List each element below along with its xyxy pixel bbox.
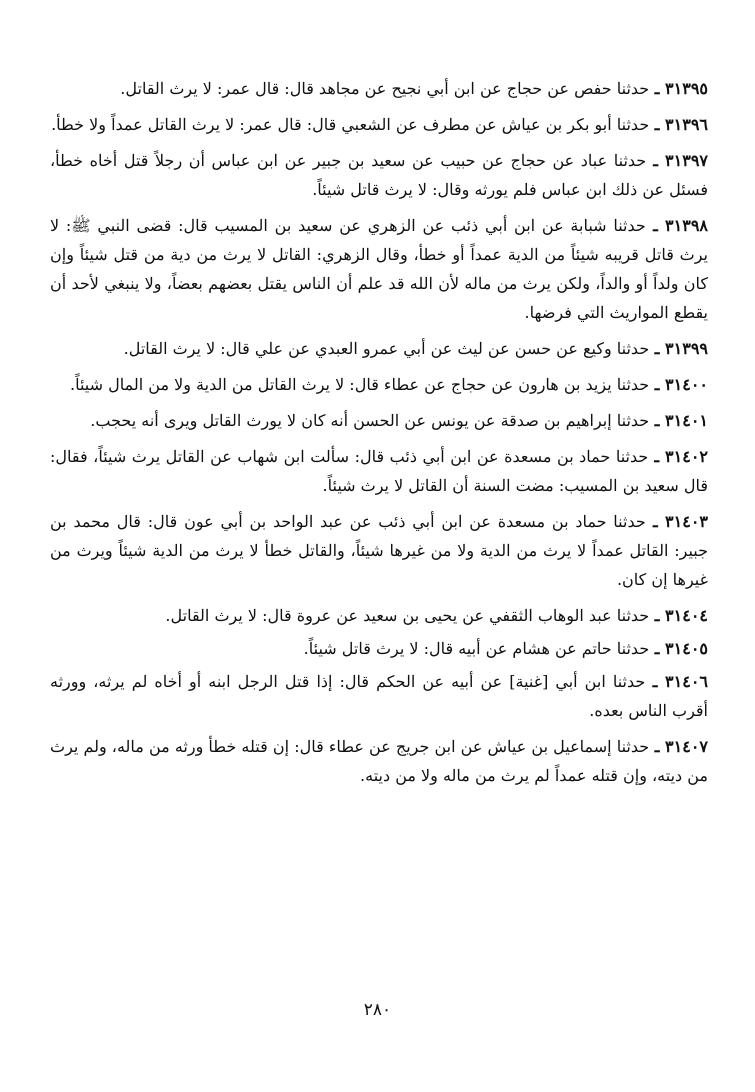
hadith-entry-31406: [50, 667, 708, 725]
hadith-entry-31407: [50, 732, 708, 790]
hadith-text: حدثنا إبراهيم بن صدقة عن يونس عن الحسن أنه كان لا يورث القاتل ويرى أنه يحجب.: [90, 411, 650, 430]
hadith-text: حدثنا عباد عن حجاج عن حبيب عن سعيد بن جبير عن ابن عباس أن رجلاً قتل أخاه خطأ، فسئل عن ذلك ابن عباس فلم يورثه وقال: لا يرث قاتل شيئاً.: [50, 151, 708, 199]
hadith-entry-31399: [50, 334, 708, 363]
hadith-entry-31397: [50, 146, 708, 204]
hadith-text: حدثنا إسماعيل بن عياش عن ابن جريج عن عطاء قال: إن قتله خطأ ورثه من ماله، ولم يرث من ديته، وإن قتله عمداً لم يرث من ماله ولا من ديته.: [50, 737, 708, 785]
separator: ـ: [649, 606, 666, 625]
hadith-entry-31396: [50, 110, 708, 139]
hadith-number: ٣١٤٠٢: [665, 447, 709, 466]
hadith-text: حدثنا عبد الوهاب الثقفي عن يحيى بن سعيد عن عروة قال: لا يرث القاتل.: [165, 606, 650, 625]
separator: ـ: [645, 672, 666, 691]
hadith-entry-31402: [50, 442, 708, 500]
hadith-number: ٣١٤٠٣: [665, 512, 709, 531]
hadith-number: ٣١٣٩٨: [665, 216, 708, 235]
hadith-number: ٣١٣٩٧: [665, 151, 709, 170]
hadith-entry-31398: [50, 211, 708, 327]
hadith-number: ٣١٤٠٦: [665, 672, 709, 691]
hadith-entry-31400: [50, 370, 708, 399]
hadith-entry-31404: [50, 601, 708, 630]
hadith-number: ٣١٤٠٥: [665, 639, 708, 658]
hadith-number: ٣١٤٠٠: [665, 375, 708, 394]
hadith-text: حدثنا شبابة عن ابن أبي ذئب عن الزهري عن سعيد بن المسيب قال: قضى النبي ﷺ: لا يرث قاتل قريبه شيئاً من الدية عمداً أو خطأ، وقال الزهري: القاتل لا يرث من دية من قتل شيئاً وإن كان ولداً أو والداً، ولكن يرث من ماله لأن الله قد علم أن الناس يقتل بعضهم بعضاً، ولا ينبغي لأحد أن يقطع المواريث التي فرضها.: [50, 216, 708, 322]
hadith-number: ٣١٤٠٤: [665, 606, 708, 625]
hadith-number: ٣١٣٩٥: [665, 79, 708, 98]
separator: ـ: [649, 411, 666, 430]
hadith-entry-31403: [50, 507, 708, 594]
hadith-number: ٣١٣٩٩: [665, 339, 708, 358]
hadith-number: ٣١٣٩٦: [665, 115, 708, 134]
hadith-entry-31395: [50, 74, 708, 103]
separator: ـ: [649, 639, 666, 658]
hadith-text: حدثنا حماد بن مسعدة عن ابن أبي ذئب قال: سألت ابن شهاب عن القاتل يرث شيئاً، فقال: قال سعيد بن المسيب: مضت السنة أن القاتل لا يرث شيئاً.: [50, 447, 708, 495]
separator: ـ: [645, 512, 666, 531]
hadith-text: حدثنا حفص عن حجاج عن ابن أبي نجيح عن مجاهد قال: قال عمر: لا يرث القاتل.: [120, 79, 650, 98]
separator: ـ: [649, 115, 666, 134]
separator: ـ: [649, 375, 666, 394]
hadith-text: حدثنا وكيع عن حسن عن ليث عن أبي عمرو العبدي عن علي قال: لا يرث القاتل.: [123, 339, 650, 358]
hadith-text: حدثنا حاتم عن هشام عن أبيه قال: لا يرث قاتل شيئاً.: [303, 639, 650, 658]
separator: ـ: [648, 447, 666, 466]
document-page: [50, 74, 708, 797]
hadith-text: حدثنا أبو بكر بن عياش عن مطرف عن الشعبي قال: قال عمر: لا يرث القاتل عمداً ولا خطأ.: [51, 115, 650, 134]
hadith-number: ٣١٤٠١: [665, 411, 708, 430]
separator: ـ: [649, 737, 666, 756]
hadith-entry-31401: [50, 406, 708, 435]
hadith-text: حدثنا يزيد بن هارون عن حجاج عن عطاء قال: لا يرث القاتل من الدية ولا من المال شيئاً.: [70, 375, 650, 394]
hadith-number: ٣١٤٠٧: [665, 737, 708, 756]
separator: ـ: [646, 151, 666, 170]
hadith-text: حدثنا حماد بن مسعدة عن ابن أبي ذئب عن عبد الواحد بن أبي عون قال: قال محمد بن جبير: القاتل عمداً لا يرث من الدية ولا من غيرها شيئاً، والقاتل خطأ لا يرث من الدية شيئاً ويرث من غيرها إن كان.: [50, 512, 708, 589]
separator: ـ: [645, 216, 666, 235]
separator: ـ: [649, 339, 666, 358]
hadith-text: حدثنا ابن أبي [غنية] عن أبيه عن الحكم قال: إذا قتل الرجل ابنه أو أخاه لم يرثه، وورثه أقرب الناس بعده.: [50, 672, 708, 720]
page-number: ٢٨٠: [363, 1000, 392, 1020]
hadith-entry-31405: [50, 634, 708, 663]
separator: ـ: [649, 79, 666, 98]
